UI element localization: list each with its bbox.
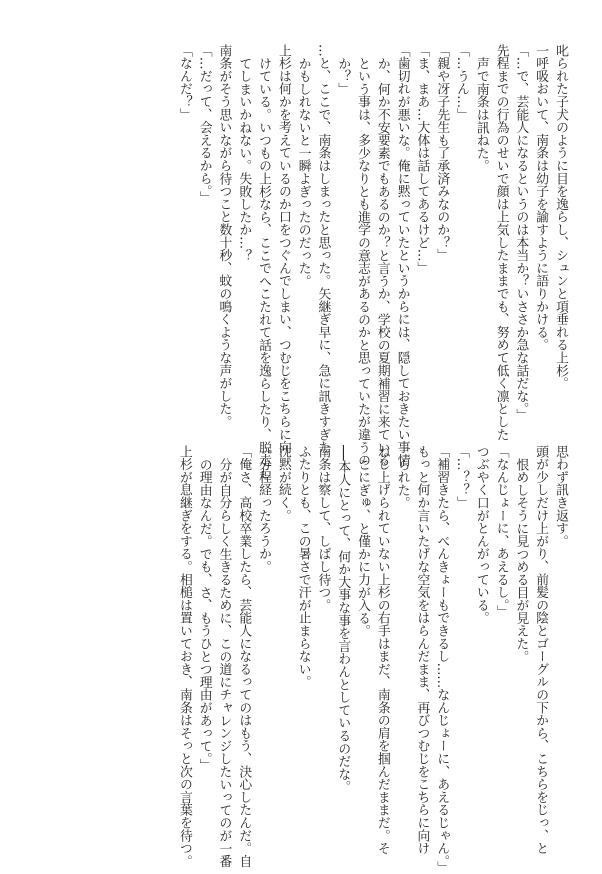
text-line: 一呼吸おいて、南条は幼子を諭すように語りかける。 bbox=[533, 44, 549, 352]
text-line: 上杉が息継ぎをする。相槌は置いておき、南条はそっと次の言葉を待つ。 bbox=[176, 445, 192, 868]
text-line: こにぎゅ、と僅かに力が入る。 bbox=[355, 457, 371, 637]
text-line: 「…うん…」 bbox=[454, 44, 470, 121]
text-line: 「補習きたら、べんきょーもできるし……なんじょーに、あえるじゃん。」 bbox=[434, 445, 450, 874]
text-line: けている。いつもの上杉なら、ここでへこたれて話を逸らしたり、脱走し bbox=[256, 56, 272, 480]
text-line: か、何か不安要素でもあるのか？と言うか、学校の夏期補習に来ている bbox=[374, 56, 390, 467]
text-line: 沈黙が続く。 bbox=[275, 445, 291, 522]
text-line: 恨めしそうに見つめる目が見えた。 bbox=[513, 457, 529, 663]
text-line: 「親や冴子先生も了承済みなのか？」 bbox=[434, 44, 450, 262]
text-line: 「…だって、会えるから。」 bbox=[196, 44, 212, 204]
text-line: られた。 bbox=[394, 457, 410, 509]
text-line: ねじ上げられていない上杉の右手はまだ、南条の肩を掴んだままだ。そ bbox=[374, 445, 390, 855]
text-line: つぶやく口がとんがっている。 bbox=[473, 445, 489, 625]
text-line: てしまいかねない。失敗したか…？ bbox=[236, 56, 252, 262]
text-line: …と、ここで、南条はしまったと思った。矢継ぎ早に、急に訊きすぎた bbox=[315, 44, 331, 454]
text-line: 思わず訊き返す。 bbox=[553, 445, 568, 548]
text-line: 「歯切れが悪いな。俺に黙っていたというからには、隠しておきたい事情 bbox=[394, 44, 410, 467]
text-line: ──本人にとって、何か大事な事を言わんとしているのだな。 bbox=[335, 445, 351, 794]
text-line: 一分程経ったろうか。 bbox=[256, 445, 272, 573]
text-line: 「…で、芸能人になるというのは本当か？いささか急な話だな。」 bbox=[513, 44, 529, 422]
lower-text-block bbox=[174, 445, 570, 874]
text-line: の理由なんだ。でも、さ、もうひとつ理由があって。」 bbox=[196, 457, 212, 772]
text-line: 声で南条は訊ねた。 bbox=[473, 56, 489, 172]
text-line: という事は、多少なりとも進学の意志があるのかと思っていたが違うの bbox=[355, 56, 371, 467]
text-line: ふたりとも、この暑さで汗が止まらない。 bbox=[295, 445, 311, 689]
text-line: 「俺さ、高校卒業したら、芸能人になるってのはもう、決心したんだ。自 bbox=[236, 445, 252, 868]
text-line: 「ま、まあ…大体は話してあるけど…」 bbox=[414, 44, 430, 275]
upper-text-block bbox=[174, 44, 570, 480]
text-line: か？」 bbox=[335, 56, 351, 96]
text-line: 頭が少しだけ上がり、前髪の陰とゴーグルの下から、こちらをじっ、と bbox=[533, 445, 549, 855]
text-line: 分が自分らしく生きるために、この道にチャレンジしたいってのが一番 bbox=[216, 457, 232, 868]
text-line: 先程までの行為のせいで顔は上気したままでも、努めて低く凛とした bbox=[493, 44, 509, 441]
text-line: もっと何か言いたげな空気をはらんだまま、再びつむじをこちらに向け bbox=[414, 445, 430, 855]
text-line: 「…？？」 bbox=[454, 445, 470, 509]
text-line: 叱られた子犬のように目を逸らし、シュンと項垂れる上杉。 bbox=[553, 44, 568, 390]
text-line: 「なんだ？」 bbox=[176, 44, 192, 121]
text-line: 南条がそう思いながら待つこと数十秒、蚊の鳴くような声がした。 bbox=[216, 44, 232, 428]
text-line: 南条は察して、しばし待つ。 bbox=[315, 445, 331, 612]
text-line: かもしれないと一瞬よぎったのだった。 bbox=[295, 56, 311, 288]
text-line: 上杉は何かを考えているのか口をつぐんでしまい、つむじをこちらに向 bbox=[275, 44, 291, 454]
text-line: 「なんじょーに、あえるし。」 bbox=[493, 445, 509, 618]
